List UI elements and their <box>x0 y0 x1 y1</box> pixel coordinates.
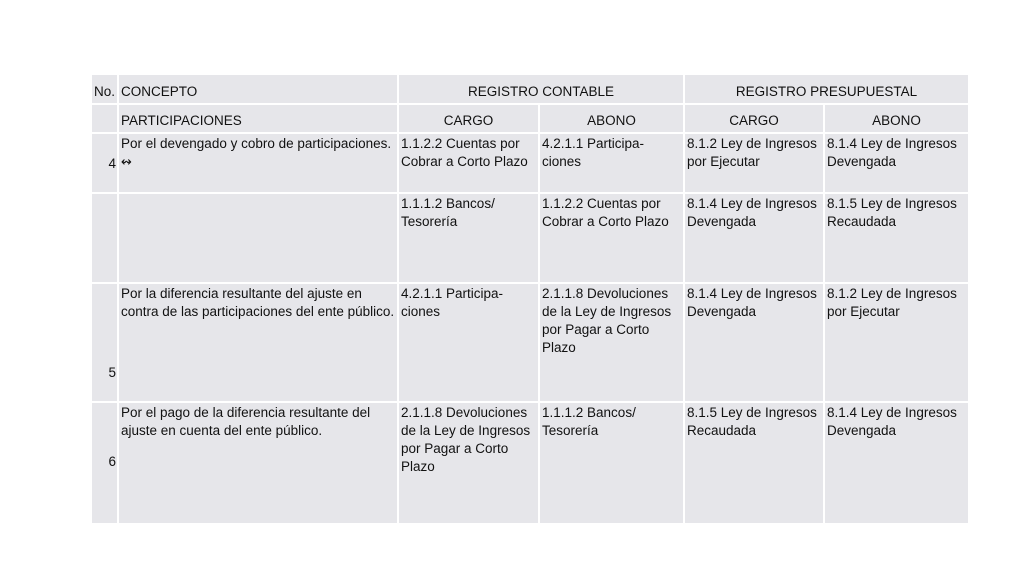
row-presupuestal-cargo: 8.1.5 Ley de Ingresos Recaudada <box>685 403 825 523</box>
subheader-no-empty <box>92 105 119 134</box>
row-contable-cargo: 1.1.2.2 Cuentas por Cobrar a Corto Plazo <box>399 134 540 194</box>
subheader-participaciones: PARTICIPACIONES <box>119 105 399 134</box>
row-presupuestal-abono: 8.1.4 Ley de Ingresos Devengada <box>825 134 968 194</box>
row-number: 5 <box>92 284 119 403</box>
row-contable-abono: 1.1.1.2 Bancos/ Tesorería <box>540 403 685 523</box>
subheader-presupuestal-abono: ABONO <box>825 105 968 134</box>
row-number: 6 <box>92 403 119 523</box>
row-presupuestal-abono: 8.1.4 Ley de Ingresos Devengada <box>825 403 968 523</box>
row-presupuestal-cargo: 8.1.4 Ley de Ingresos Devengada <box>685 284 825 403</box>
row-contable-abono: 1.1.2.2 Cuentas por Cobrar a Corto Plazo <box>540 194 685 284</box>
row-contable-cargo: 2.1.1.8 Devoluciones de la Ley de Ingresos por Pagar a Corto Plazo <box>399 403 540 523</box>
row-concepto: Por la diferencia resultante del ajuste en contra de las participaciones del ente público. <box>119 284 399 403</box>
row-contable-cargo: 4.2.1.1 Participa-ciones <box>399 284 540 403</box>
row-concepto-text: Por el devengado y cobro de participaciones. <box>121 136 392 151</box>
row-presupuestal-cargo: 8.1.4 Ley de Ingresos Devengada <box>685 194 825 284</box>
header-registro-presupuestal: REGISTRO PRESUPUESTAL <box>685 75 968 105</box>
row-concepto: Por el pago de la diferencia resultante del ajuste en cuenta del ente público. <box>119 403 399 523</box>
row-contable-abono: 2.1.1.8 Devoluciones de la Ley de Ingresos por Pagar a Corto Plazo <box>540 284 685 403</box>
header-concepto: CONCEPTO <box>119 75 399 105</box>
accounting-table <box>92 75 968 523</box>
row-concepto <box>119 194 399 284</box>
subheader-presupuestal-cargo: CARGO <box>685 105 825 134</box>
row-contable-abono: 4.2.1.1 Participa-ciones <box>540 134 685 194</box>
subheader-contable-cargo: CARGO <box>399 105 540 134</box>
row-presupuestal-abono: 8.1.2 Ley de Ingresos por Ejecutar <box>825 284 968 403</box>
header-no: No. <box>92 75 119 105</box>
subheader-contable-abono: ABONO <box>540 105 685 134</box>
row-contable-cargo: 1.1.1.2 Bancos/ Tesorería <box>399 194 540 284</box>
row-number: 4 <box>92 134 119 194</box>
row-concepto <box>119 134 399 194</box>
row-presupuestal-cargo: 8.1.2 Ley de Ingresos por Ejecutar <box>685 134 825 194</box>
row-number <box>92 194 119 284</box>
link-arrows-icon: ↭ <box>121 154 132 169</box>
header-registro-contable: REGISTRO CONTABLE <box>399 75 685 105</box>
row-presupuestal-abono: 8.1.5 Ley de Ingresos Recaudada <box>825 194 968 284</box>
